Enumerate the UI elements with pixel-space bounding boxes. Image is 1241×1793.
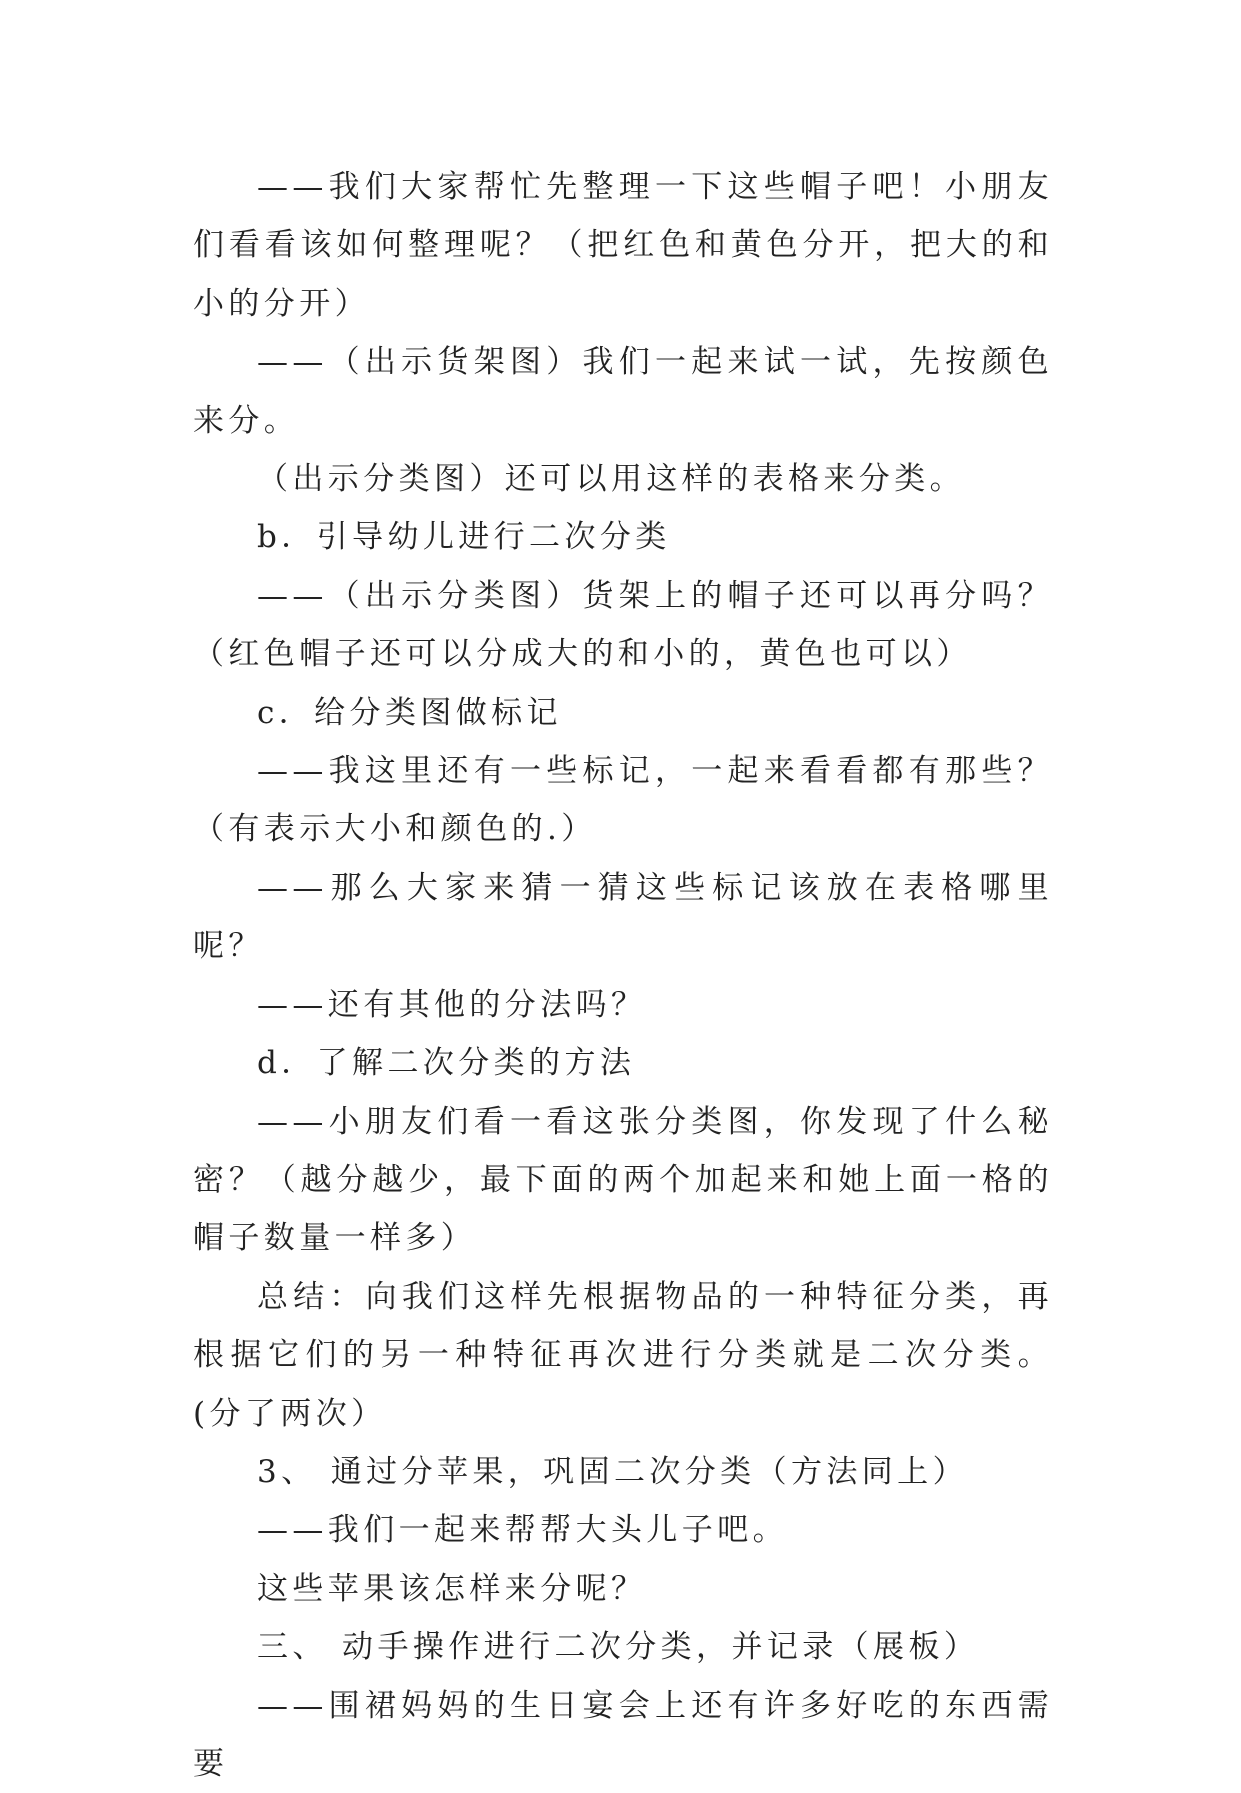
paragraph-4: b．引导幼儿进行二次分类 [257,519,671,556]
paragraph-6: c．给分类图做标记 [257,694,562,731]
paragraph-11: ——小朋友们看一看这张分类图，你发现了什么秘密？（越分越少，最下面的两个加起来和她上面一格的帽子数量一样多） [193,1103,1053,1257]
paragraph-17: ——围裙妈妈的生日宴会上还有许多好吃的东西需要 [193,1687,1053,1782]
document-body [193,158,1053,1793]
paragraph-1: ——我们大家帮忙先整理一下这些帽子吧！小朋友们看看该如何整理呢？（把红色和黄色分开，把大的和小的分开） [193,169,1053,322]
paragraph-12: 总结：向我们这样先根据物品的一种特征分类，再根据它们的另一种特征再次进行分类就是二次分类。(分了两次） [193,1278,1053,1432]
paragraph-8: ——那么大家来猜一猜这些标记该放在表格哪里呢？ [193,869,1053,965]
paragraph-9: ——还有其他的分法吗？ [257,986,647,1023]
paragraph-3: （出示分类图）还可以用这样的表格来分类。 [257,461,965,498]
paragraph-15: 这些苹果该怎样来分呢？ [257,1570,647,1607]
paragraph-2: ——（出示货架图）我们一起来试一试，先按颜色来分。 [193,344,1053,439]
paragraph-5: ——（出示分类图）货架上的帽子还可以再分吗？（红色帽子还可以分成大的和小的，黄色也可以） [193,577,1053,673]
paragraph-10: d．了解二次分类的方法 [257,1045,636,1082]
paragraph-7: ——我这里还有一些标记，一起来看看都有那些？（有表示大小和颜色的.） [193,753,1053,848]
paragraph-13: 3、 通过分苹果，巩固二次分类（方法同上） [257,1453,968,1490]
paragraph-14: ——我们一起来帮帮大头儿子吧。 [257,1512,788,1549]
paragraph-16: 三、 动手操作进行二次分类，并记录（展板） [257,1629,980,1666]
